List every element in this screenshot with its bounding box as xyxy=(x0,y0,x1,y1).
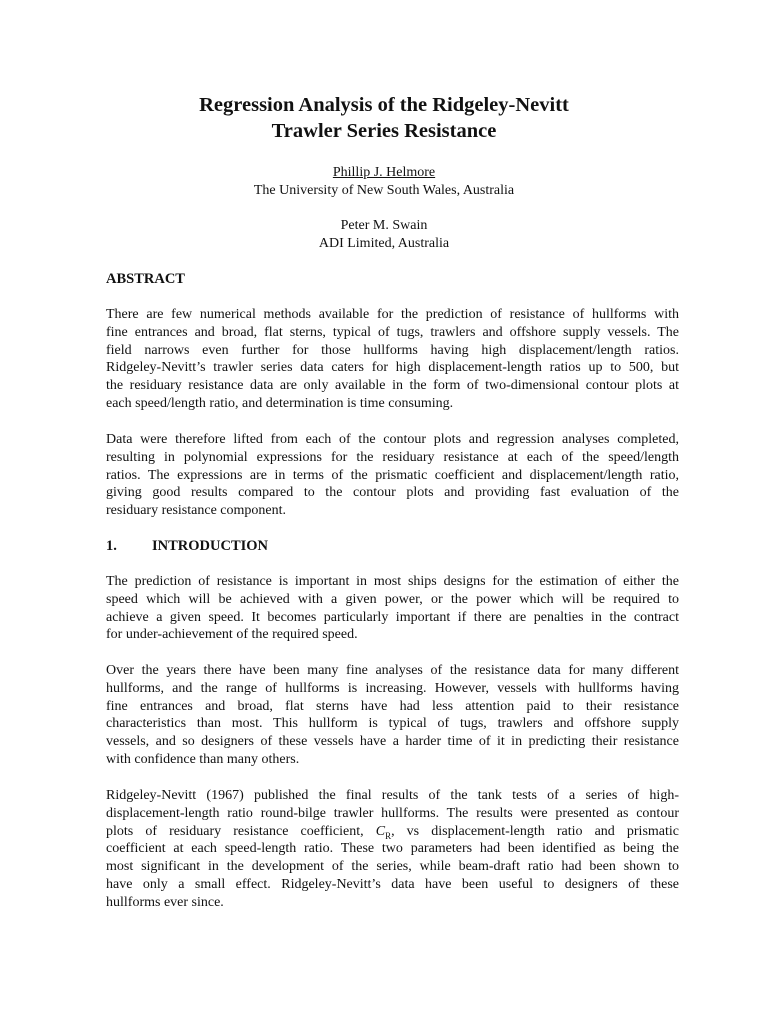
text-line: residuary resistance component. xyxy=(106,503,286,519)
text-fragment: plots of residuary resistance coefficient, xyxy=(106,823,376,839)
text-line: Ridgeley-Nevitt’s trawler series data caters for high displacement-length ratios up to 500, but xyxy=(106,360,679,376)
text-line: coefficient at each speed-length ratio. These two parameters had been identified as being the xyxy=(106,841,679,857)
title-line-2: Trawler Series Resistance xyxy=(271,120,497,142)
text-line: Ridgeley-Nevitt (1967) published the final results of the tank tests of a series of high- xyxy=(106,788,679,803)
abstract-paragraph-1 xyxy=(106,306,679,413)
section-heading-introduction xyxy=(106,537,268,555)
abstract-heading: ABSTRACT xyxy=(106,271,185,287)
intro-paragraph-1 xyxy=(106,573,679,644)
text-line: hullforms ever since. xyxy=(106,894,224,910)
resistance-coefficient-subscript: R xyxy=(385,830,392,841)
text-line: most significant in the development of the series, while beam-draft ratio had been shown to xyxy=(106,859,679,875)
text-line: with confidence than many others. xyxy=(106,751,300,767)
text-line: hullforms, and the range of hullforms is increasing. However, vessels with hullforms having xyxy=(106,680,679,696)
author-name-1: Phillip J. Helmore xyxy=(332,165,436,180)
section-title: INTRODUCTION xyxy=(152,538,269,554)
text-line: There are few numerical methods available for the prediction of resistance of hullforms with xyxy=(106,307,679,322)
text-line: ratios. The expressions are in terms of the prismatic coefficient and displacement/length ratio, xyxy=(106,467,679,483)
text-fragment: , vs displacement-length ratio and prismatic xyxy=(391,823,679,839)
text-line: achieve a given speed. It becomes particularly important if there are penalties in the contract xyxy=(106,609,679,625)
text-line: fine entrances and broad, flat sterns have had less attention paid to their resistance xyxy=(106,698,679,714)
text-line: the residuary resistance data are only available in the form of two-dimensional contour plots at xyxy=(106,378,679,394)
text-line: fine entrances and broad, flat sterns, typical of tugs, trawlers and offshore supply vessels. The xyxy=(106,324,679,340)
intro-paragraph-2 xyxy=(106,662,679,769)
text-line: characteristics than most. This hullform is typical of tugs, trawlers and offshore supply xyxy=(106,716,679,732)
section-number: 1. xyxy=(106,538,117,554)
text-line: Over the years there have been many fine analyses of the resistance data for many different xyxy=(106,663,679,678)
author-name-2: Peter M. Swain xyxy=(340,218,428,233)
text-line: vessels, and so designers of these vessels have a harder time of it in predicting their resistance xyxy=(106,734,679,750)
author-block-1 xyxy=(0,164,768,200)
intro-paragraph-3 xyxy=(106,787,679,912)
author-affiliation-1: The University of New South Wales, Australia xyxy=(253,183,515,198)
resistance-coefficient-symbol: C xyxy=(375,823,386,839)
text-line: resulting in polynomial expressions for the residuary resistance at each of the speed/length xyxy=(106,449,679,465)
text-line: The prediction of resistance is important in most ships designs for the estimation of either the xyxy=(106,574,679,589)
paper-title xyxy=(0,92,768,144)
text-line: for under-achievement of the required speed. xyxy=(106,627,358,643)
text-line: giving good results compared to the contour plots and providing fast evaluation of the xyxy=(106,485,679,501)
abstract-paragraph-2 xyxy=(106,431,679,520)
title-line-1: Regression Analysis of the Ridgeley-Nevitt xyxy=(199,94,569,116)
author-block-2 xyxy=(0,217,768,253)
text-line: field narrows even further for those hullforms having high displacement/length ratios. xyxy=(106,342,679,358)
text-line: speed which will be achieved with a given power, or the power which will be required to xyxy=(106,591,679,607)
text-line: Data were therefore lifted from each of the contour plots and regression analyses completed, xyxy=(106,432,679,447)
author-affiliation-2: ADI Limited, Australia xyxy=(318,236,450,251)
text-line: each speed/length ratio, and determination is time consuming. xyxy=(106,395,454,411)
text-line: displacement-length ratio round-bilge trawler hullforms. The results were presented as contour xyxy=(106,805,679,821)
text-line-with-symbol xyxy=(106,823,679,841)
text-line: have only a small effect. Ridgeley-Nevitt’s data have been useful to designers of these xyxy=(106,876,679,892)
